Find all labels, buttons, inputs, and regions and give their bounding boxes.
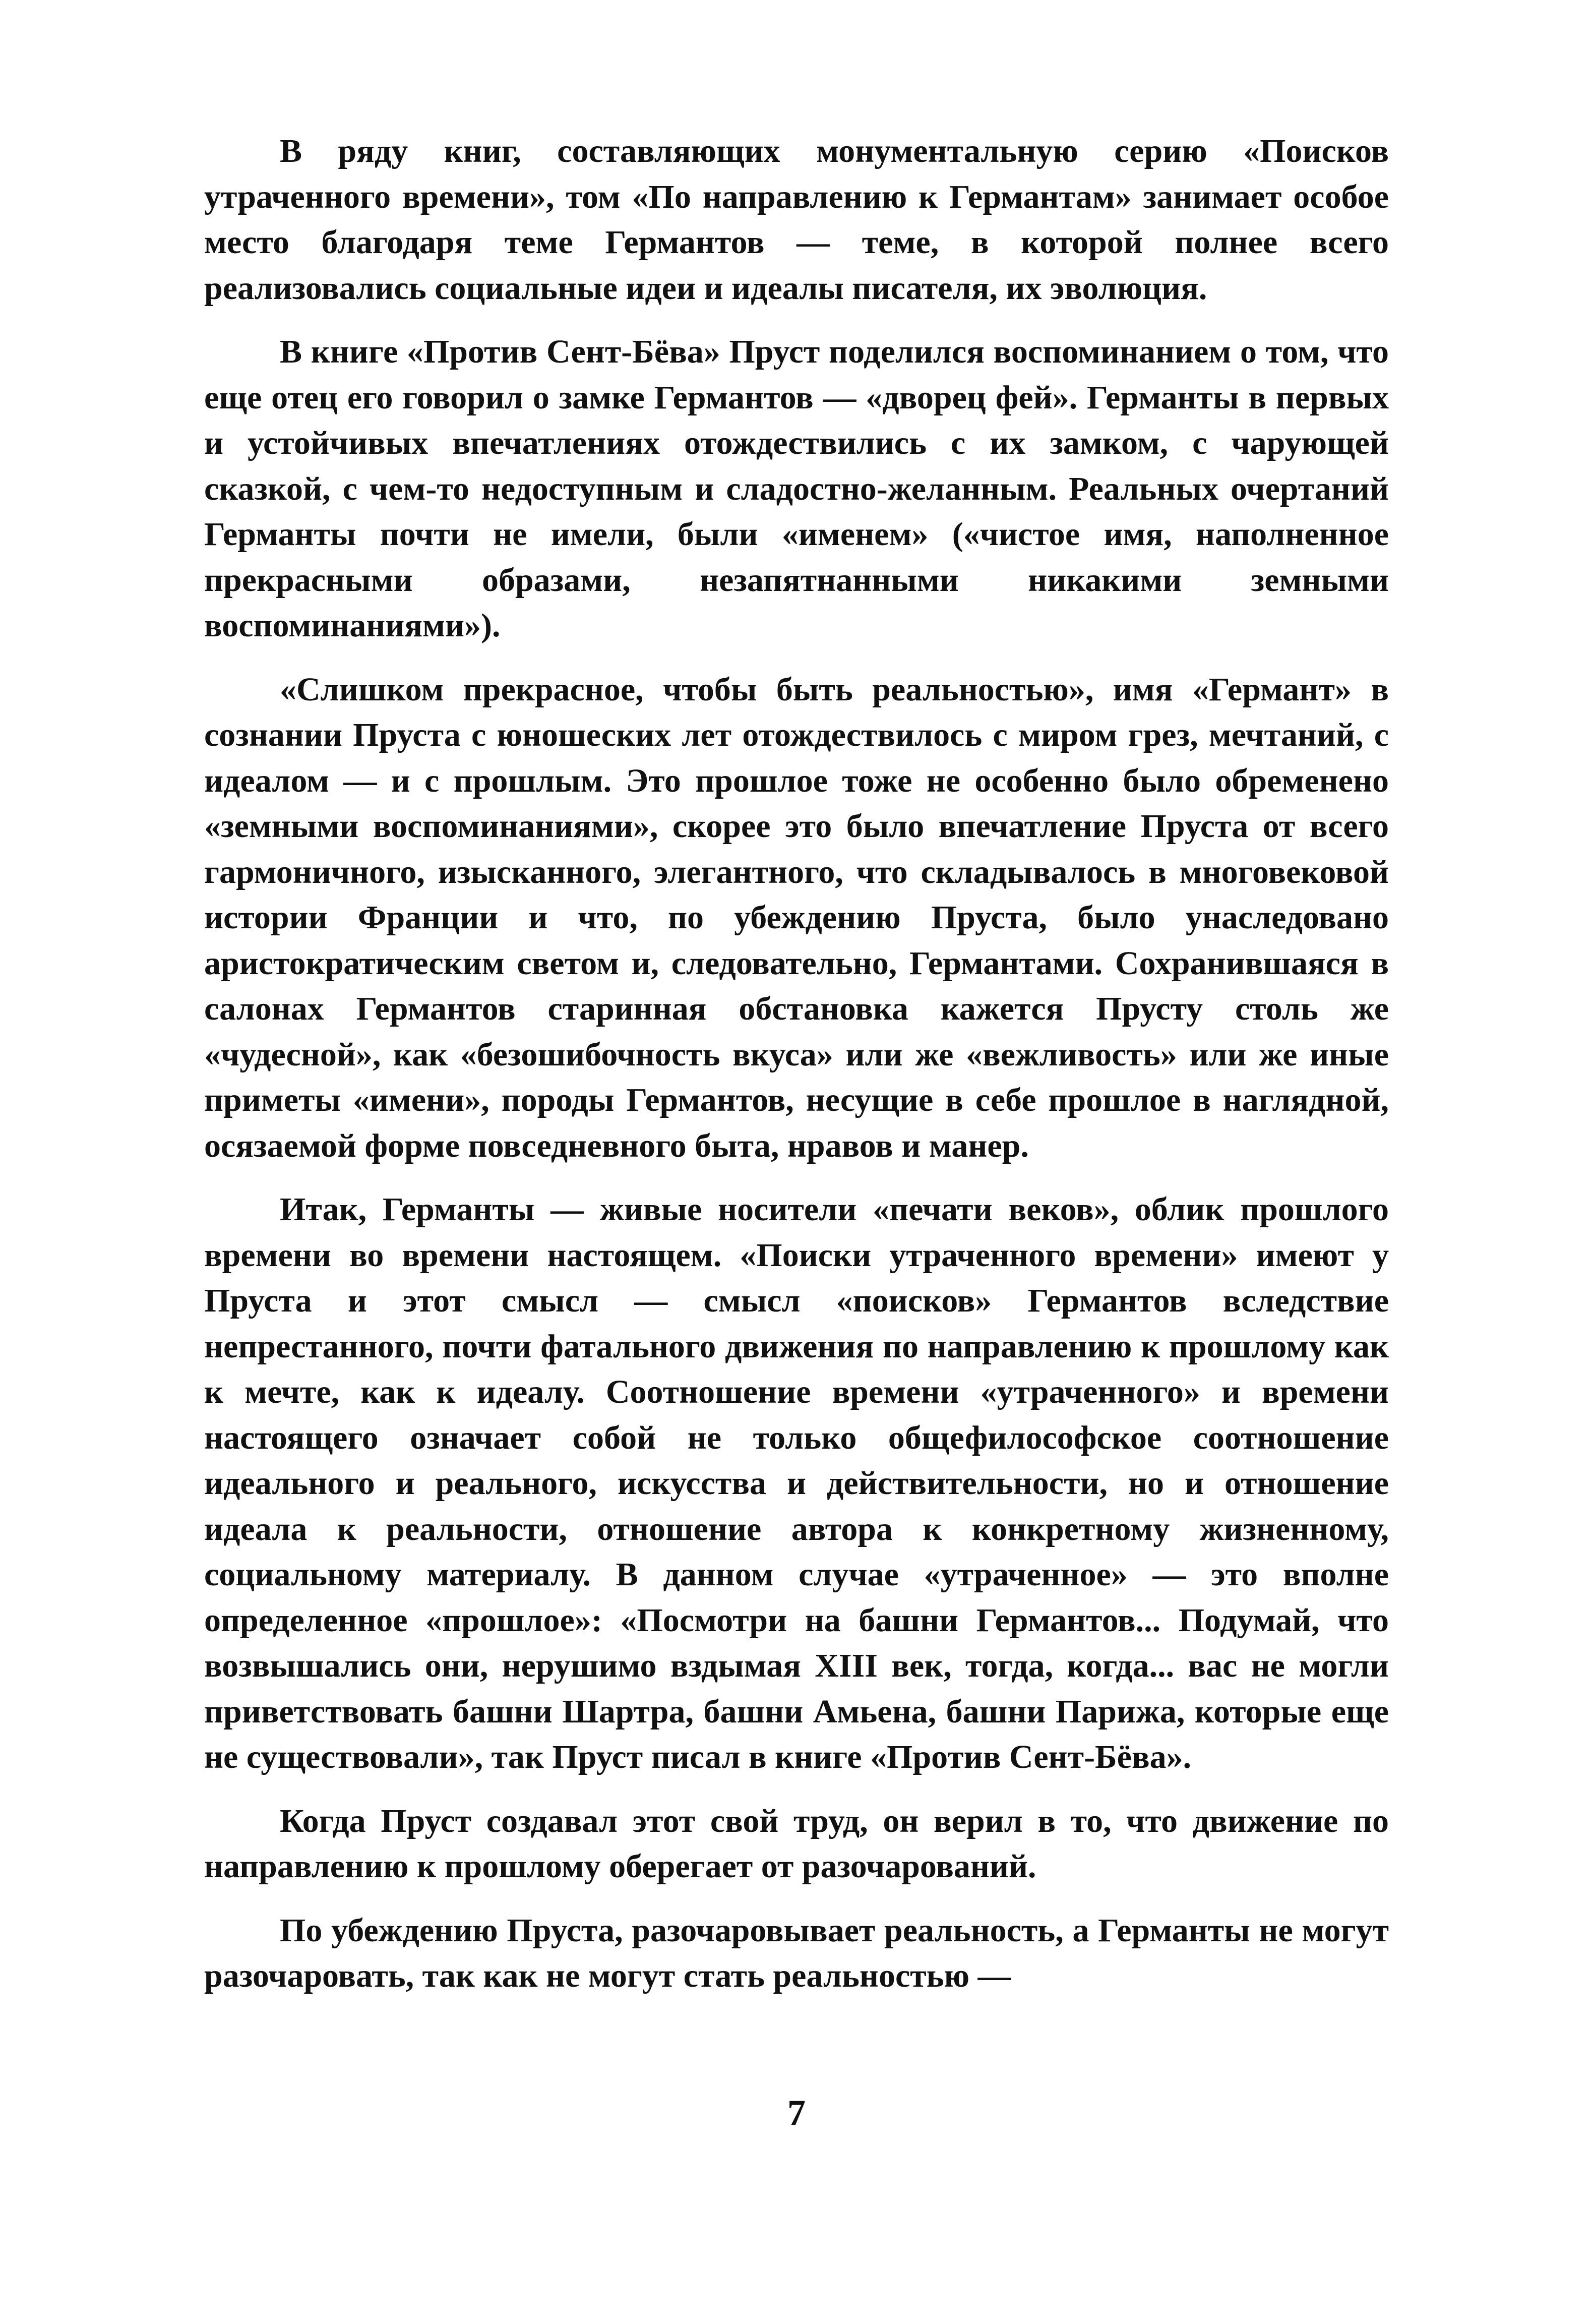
paragraph-3: «Слишком прекрасное, чтобы быть реальностью», имя «Германт» в сознании Пруста с юношеских лет отождествилось с миром грез, мечтаний, с идеалом — и с прошлым. Это прошлое тоже не особенно было обременено «земными воспоминаниями», скорее это было впечатление Пруста от всего гармоничного, изысканного, элегантного, что складывалось в многовековой истории Франции и что, по убеждению Пруста, было унаследовано аристократическим светом и, следовательно, Германтами. Сохранившаяся в салонах Германтов старинная обстановка кажется Прусту столь же «чудесной», как «безошибочность вкуса» или же «вежливость» или же иные приметы «имени», породы Германтов, несущие в себе прошлое в наглядной, осязаемой форме повседневного быта, нравов и манер.	[204, 671, 1389, 1164]
body-text	[204, 129, 1389, 1999]
page-number: 7	[787, 2093, 806, 2133]
paragraph-4: Итак, Германты — живые носители «печати веков», облик прошлого времени во времени настоящем. «Поиски утраченного времени» имеют у Пруста и этот смысл — смысл «поисков» Германтов вследствие непрестанного, почти фатального движения по направлению к прошлому как к мечте, как к идеалу. Соотношение времени «утраченного» и времени настоящего означает собой не только общефилософское соотношение идеального и реального, искусства и действительности, но и отношение идеала к реальности, отношение автора к конкретному жизненному, социальному материалу. В данном случае «утраченное» — это вполне определенное «прошлое»: «Посмотри на башни Германтов... Подумай, что возвышались они, нерушимо вздымая XIII век, тогда, когда... вас не могли приветствовать башни Шартра, башни Амьена, башни Парижа, которые еще не существовали», так Пруст писал в книге «Против Сент-Бёва».	[204, 1191, 1389, 1775]
paragraph-2: В книге «Против Сент-Бёва» Пруст поделился воспоминанием о том, что еще отец его говорил о замке Германтов — «дворец фей». Германты в первых и устойчивых впечатлениях отождествились с их замком, с чарующей сказкой, с чем-то недоступным и сладостно-желанным. Реальных очертаний Германты почти не имели, были «именем» («чистое имя, наполненное прекрасными образами, незапятнанными никакими земными воспоминаниями»).	[204, 333, 1389, 644]
paragraph-5: Когда Пруст создавал этот свой труд, он верил в то, что движение по направлению к прошлому оберегает от разочарований.	[204, 1802, 1389, 1885]
paragraph-1: В ряду книг, составляющих монументальную серию «Поисков утраченного времени», том «По направлению к Германтам» занимает особое место благодаря теме Германтов — теме, в которой полнее всего реализовались социальные идеи и идеалы писателя, их эволюция.	[204, 133, 1389, 307]
paragraph-6: По убеждению Пруста, разочаровывает реальность, а Германты не могут разочаровать, так как не могут стать реальностью —	[204, 1912, 1389, 1994]
